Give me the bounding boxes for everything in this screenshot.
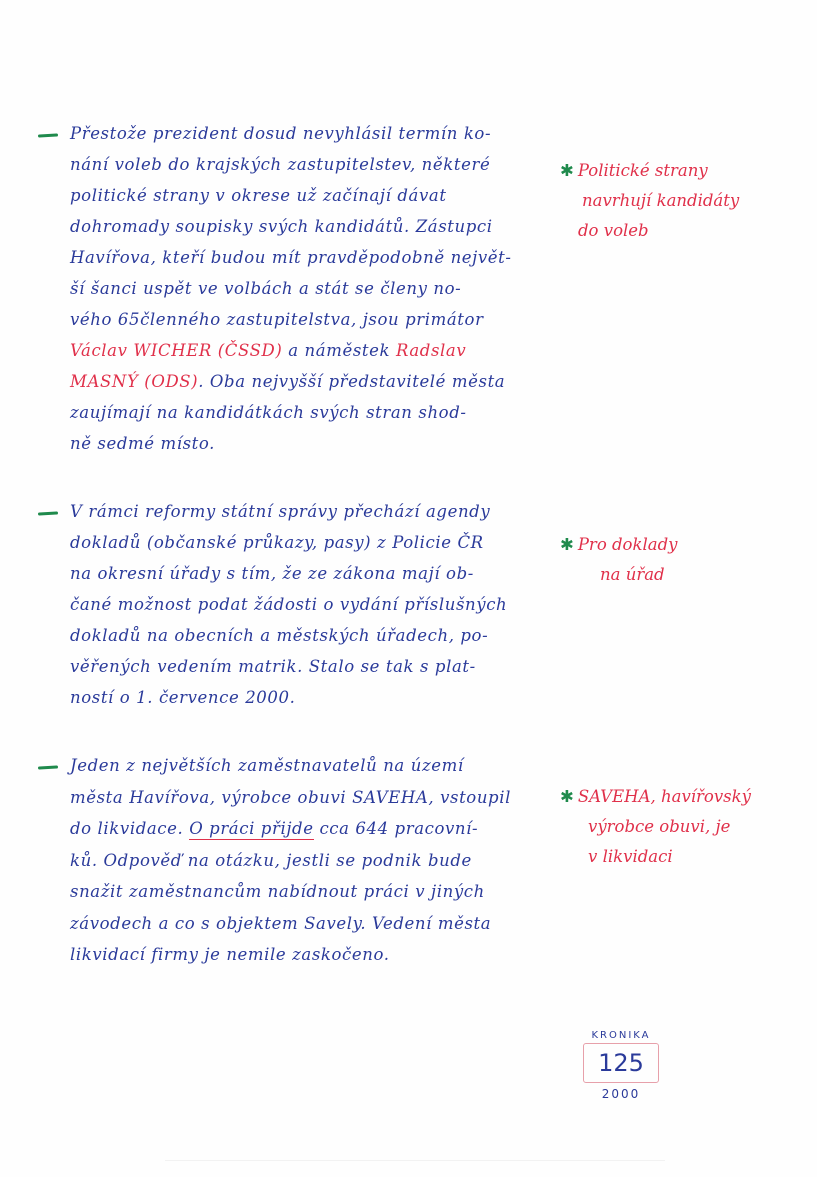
text-line (70, 688, 560, 708)
text-segment: Havířova, kteří budou mít pravděpodobně největ- (70, 248, 512, 267)
name-highlight: Radslav (395, 341, 467, 360)
text-segment: snažit zaměstnancům nabídnout práci v jiných (70, 882, 485, 901)
text-segment: cca 644 pracovní- (313, 819, 479, 838)
text-line (70, 310, 560, 330)
text-segment: likvidací firmy je nemile zaskočeno. (70, 945, 390, 964)
text-segment: závodech a co s objektem Savely. Vedení města (70, 913, 492, 933)
note-line: do voleb (578, 221, 649, 240)
bullet-dash (38, 133, 58, 137)
text-segment: . Oba nejvyšší představitelé města (198, 372, 506, 391)
text-segment: vého 65členného zastupitelstva, jsou primátor (70, 310, 484, 329)
text-line (70, 819, 560, 839)
stamp-year: 2000 (601, 1087, 641, 1101)
note-line: v likvidaci (588, 847, 673, 866)
margin-note (560, 782, 810, 872)
text-segment: dokladů na obecních a městských úřadech, po- (70, 626, 489, 645)
text-line (70, 788, 560, 808)
text-segment: do likvidace. (70, 819, 190, 838)
text-line (70, 124, 560, 144)
text-line (70, 756, 560, 776)
text-line (70, 217, 560, 237)
text-line (70, 657, 560, 677)
text-segment: Přestože prezident dosud nevyhlásil termín ko- (70, 124, 492, 143)
text-segment: věřených vedením matrik. Stalo se tak s plat- (70, 657, 476, 676)
text-segment: dohromady soupisky svých kandidátů. Zástupci (70, 217, 493, 236)
text-line (70, 533, 560, 553)
text-line (70, 882, 560, 902)
text-line (70, 434, 560, 454)
text-line (70, 851, 560, 871)
text-line (70, 945, 560, 965)
text-segment: ků. Odpověď na otázku, jestli se podnik bude (70, 850, 472, 870)
text-line (70, 403, 560, 423)
text-segment: zaujímají na kandidátkách svých stran shod- (70, 403, 467, 422)
name-highlight: MASNÝ (ODS) (70, 372, 199, 391)
text-segment: ně sedmé místo. (70, 434, 215, 453)
divider (165, 1160, 665, 1161)
note-line: ✱ SAVEHA, havířovský (560, 787, 751, 806)
text-segment: města Havířova, výrobce obuvi SAVEHA, vstoupil (70, 787, 511, 807)
text-segment: politické strany v okrese už začínají dávat (70, 186, 447, 205)
note-line: ✱ Politické strany (560, 161, 708, 180)
text-segment: nání voleb do krajských zastupitelstev, některé (70, 155, 491, 174)
text-segment: ností o 1. července 2000. (70, 688, 296, 707)
margin-note (560, 530, 810, 590)
text-line (70, 914, 560, 934)
bullet-dash (38, 765, 58, 769)
text-line (70, 248, 560, 268)
text-segment: V rámci reformy státní správy přechází agendy (70, 502, 491, 521)
text-segment: Jeden z největších zaměstnavatelů na území (70, 756, 464, 775)
text-line (70, 341, 560, 361)
note-line: výrobce obuvi, je (588, 817, 731, 836)
text-line (70, 626, 560, 646)
text-line (70, 279, 560, 299)
asterisk-icon: ✱ (560, 161, 574, 180)
text-segment: ší šanci uspět ve volbách a stát se členy no- (70, 279, 462, 298)
asterisk-icon: ✱ (560, 535, 574, 554)
note-line: navrhují kandidáty (582, 191, 740, 210)
text-line (70, 564, 560, 584)
stamp-label: KRONIKA (591, 1030, 651, 1041)
text-line (70, 595, 560, 615)
text-segment: čané možnost podat žádosti o vydání příslušných (70, 595, 508, 614)
name-highlight: Václav WICHER (ČSSD) (70, 341, 283, 360)
text-segment: a náměstek (282, 341, 396, 360)
chronicle-stamp (576, 1030, 666, 1101)
note-line: na úřad (600, 565, 665, 584)
margin-note (560, 156, 810, 246)
asterisk-icon: ✱ (560, 787, 574, 806)
page-number: 125 (583, 1043, 659, 1083)
underlined-phrase: O práci přijde (189, 819, 314, 838)
note-line: ✱ Pro doklady (560, 535, 678, 554)
text-line (70, 186, 560, 206)
text-segment: dokladů (občanské průkazy, pasy) z Policie ČR (70, 533, 484, 552)
text-line (70, 372, 560, 392)
bullet-dash (38, 511, 58, 515)
text-line (70, 155, 560, 175)
text-segment: na okresní úřady s tím, že ze zákona mají ob- (70, 564, 474, 583)
text-line (70, 502, 560, 522)
